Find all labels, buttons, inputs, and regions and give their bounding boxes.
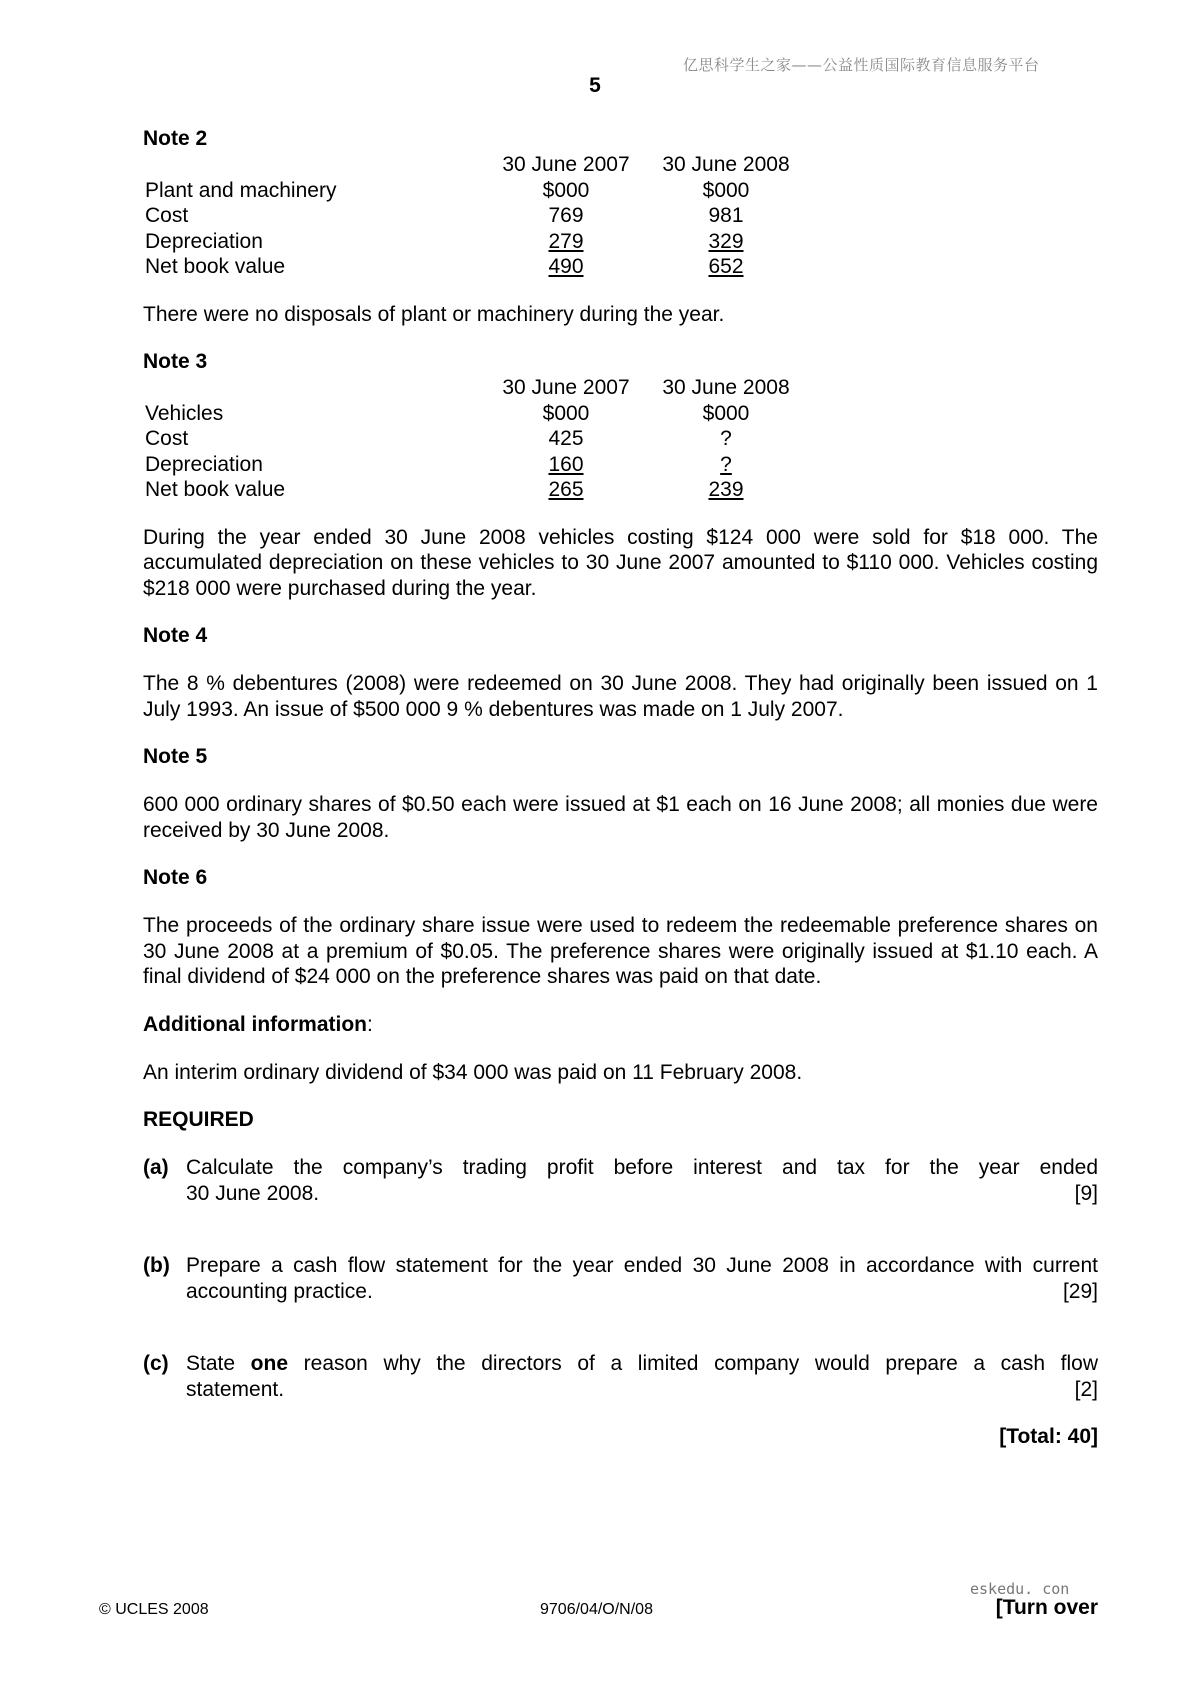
col-header: 30 June 2008 <box>662 153 790 176</box>
additional-info-title: Additional information <box>143 1012 367 1036</box>
footer-code: 9706/04/O/N/08 <box>540 1601 653 1618</box>
note2-header-row <box>143 152 805 178</box>
question-text: statement. <box>186 1377 285 1401</box>
cell-value: 652 <box>708 255 744 278</box>
row-label: Cost <box>145 427 189 450</box>
row-label: Plant and machinery <box>145 178 337 202</box>
cell-value: 981 <box>708 204 744 227</box>
question-c <box>143 1351 1098 1402</box>
table-row <box>143 229 805 255</box>
row-label: Net book value <box>145 255 286 278</box>
cell-value: $000 <box>702 401 750 425</box>
question-a <box>143 1155 1098 1206</box>
cell-value: 160 <box>548 452 584 476</box>
cell-value: 425 <box>548 427 584 450</box>
question-text: Calculate the company’s trading profit before interest and tax for the year ended <box>186 1156 1098 1179</box>
question-text: accounting practice. <box>186 1279 373 1303</box>
cell-value: 239 <box>708 478 744 501</box>
table-row <box>143 477 805 503</box>
table-row <box>143 254 805 280</box>
table-row <box>143 426 805 452</box>
note3-text: During the year ended 30 June 2008 vehicles costing $124 000 were sold for $18 000. The accumulated depreciation on these vehicles to 30 June 2007 amounted to $110 000. Vehicles costing $218 000 were purchased during the year. <box>143 525 1098 600</box>
cell-value: ? <box>720 452 732 476</box>
cell-value: $000 <box>542 178 590 202</box>
table-row <box>143 203 805 229</box>
col-header: 30 June 2007 <box>502 376 630 399</box>
table-row <box>143 452 805 478</box>
row-label: Depreciation <box>145 229 263 253</box>
row-label: Depreciation <box>145 452 263 476</box>
row-label: Cost <box>145 204 189 227</box>
additional-info-colon: : <box>366 1012 373 1036</box>
footer-site: eskedu. con <box>970 1580 1070 1598</box>
note5-title: Note 5 <box>143 745 208 768</box>
footer-copyright: © UCLES 2008 <box>99 1601 209 1618</box>
additional-info-text: An interim ordinary dividend of $34 000 was paid on 11 February 2008. <box>143 1060 803 1084</box>
note5-text: 600 000 ordinary shares of $0.50 each were issued at $1 each on 16 June 2008; all monies due were received by 30 June 2008. <box>143 793 1098 842</box>
question-marks: [9] <box>1074 1181 1098 1205</box>
cell-value: $000 <box>542 401 590 425</box>
page-number: 5 <box>589 74 601 97</box>
question-b <box>143 1253 1098 1304</box>
row-label: Net book value <box>145 478 286 501</box>
question-text: 30 June 2008. <box>186 1181 320 1205</box>
cell-value: 329 <box>708 229 744 253</box>
table-row <box>143 178 805 204</box>
cell-value: $000 <box>702 178 750 202</box>
note2-text: There were no disposals of plant or machinery during the year. <box>143 302 725 326</box>
note2-title: Note 2 <box>143 127 208 150</box>
question-text: Prepare a cash flow statement for the year ended 30 June 2008 in accordance with current <box>186 1254 1098 1277</box>
question-text-part: State <box>186 1352 236 1375</box>
note4-text: The 8 % debentures (2008) were redeemed on 30 June 2008. They had originally been issued on 1 July 1993. An issue of $500 000 9 % debentures was made on 1 July 2007. <box>143 672 1098 721</box>
question-emphasis: one <box>250 1352 289 1375</box>
note2-table <box>143 152 805 280</box>
question-text <box>186 1351 1098 1377</box>
cell-value: 279 <box>548 229 584 253</box>
question-marks: [2] <box>1074 1377 1098 1401</box>
watermark-text: 亿思科学生之家——公益性质国际教育信息服务平台 <box>683 56 1040 74</box>
note3-title: Note 3 <box>143 350 208 373</box>
note3-header-row <box>143 375 805 401</box>
turn-over-label: [Turn over <box>995 1596 1098 1619</box>
note6-title: Note 6 <box>143 866 208 889</box>
page-content <box>143 126 1098 1450</box>
question-marks: [29] <box>1062 1279 1098 1303</box>
note3-table <box>143 375 805 503</box>
note6-text: The proceeds of the ordinary share issue were used to redeem the redeemable preference shares on 30 June 2008 at a premium of $0.05. The preference shares were originally issued at $1.10 each. A final dividend of $24 000 on the preference shares was paid on that date. <box>143 914 1098 988</box>
table-row <box>143 401 805 427</box>
question-text-part: reason why the directors of a limited company would prepare a cash flow <box>303 1352 1098 1375</box>
question-letter: (a) <box>143 1156 169 1179</box>
additional-info-heading <box>143 1012 1098 1038</box>
cell-value: 265 <box>548 478 584 501</box>
required-title: REQUIRED <box>143 1108 254 1131</box>
col-header: 30 June 2007 <box>502 153 630 176</box>
cell-value: 490 <box>548 255 584 278</box>
cell-value: ? <box>720 427 732 450</box>
question-letter: (b) <box>143 1254 170 1277</box>
total-marks: [Total: 40] <box>999 1425 1098 1448</box>
row-label: Vehicles <box>145 401 224 425</box>
cell-value: 769 <box>548 204 584 227</box>
note4-title: Note 4 <box>143 624 208 647</box>
col-header: 30 June 2008 <box>662 376 790 399</box>
question-letter: (c) <box>143 1352 169 1375</box>
